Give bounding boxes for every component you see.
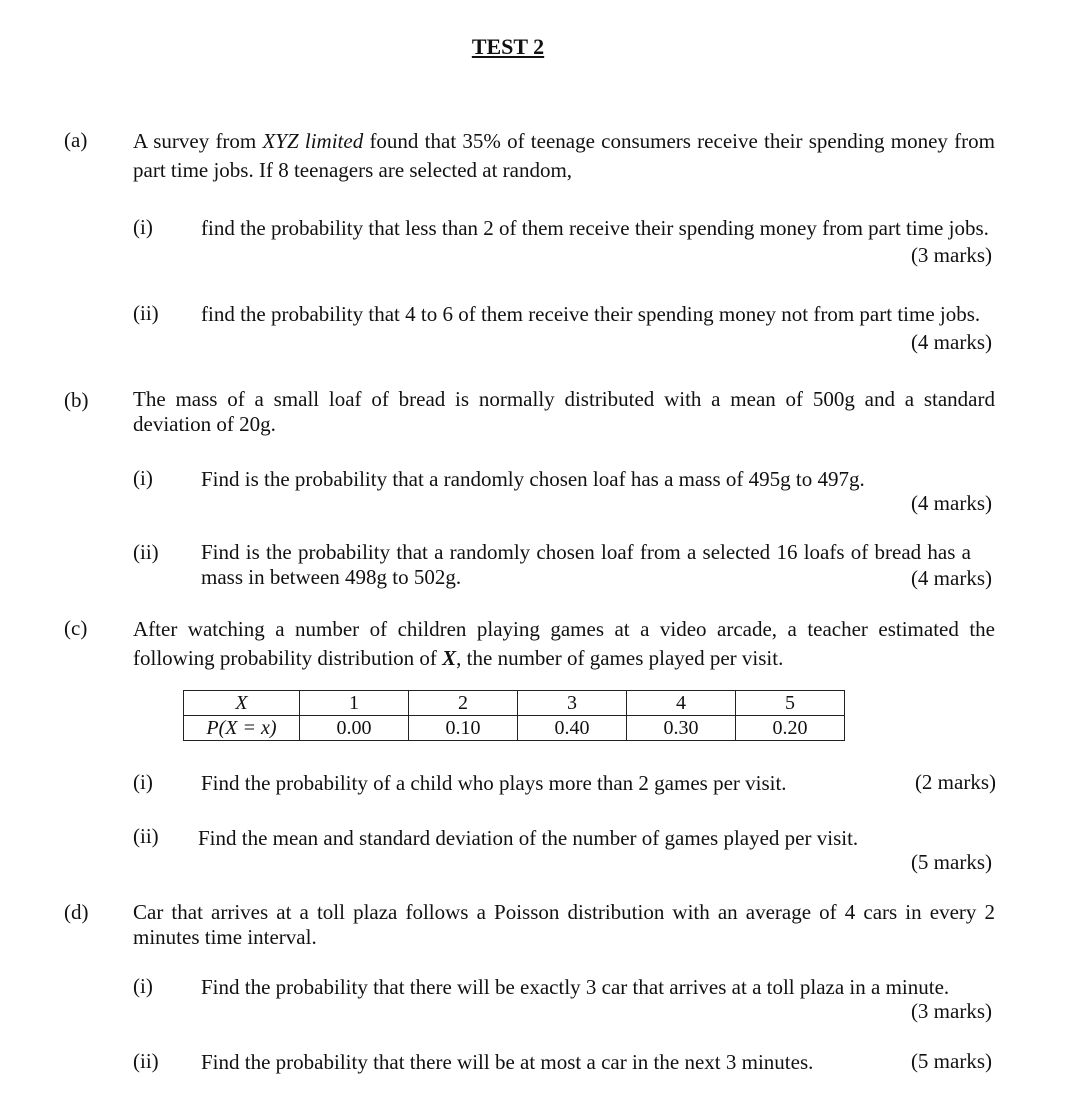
question-a-label: (a) <box>64 128 88 152</box>
table-cell: 0.00 <box>300 716 409 741</box>
question-d-text: Car that arrives at a toll plaza follows a Poisson distribution with an average of 4 cars in every 2 minutes time interval. <box>133 900 995 949</box>
question-c-label: (c) <box>64 616 88 640</box>
question-a-ii-label: (ii) <box>133 301 159 325</box>
table-cell: 0.20 <box>736 716 845 741</box>
page-title: TEST 2 <box>471 34 545 59</box>
table-cell: 4 <box>627 691 736 716</box>
question-d-i-label: (i) <box>133 974 153 998</box>
table-cell: 0.40 <box>518 716 627 741</box>
question-c-i-label: (i) <box>133 770 153 794</box>
table-cell: 1 <box>300 691 409 716</box>
question-d-ii-text: Find the probability that there will be at most a car in the next 3 minutes. <box>201 1050 814 1074</box>
question-b-i-label: (i) <box>133 466 153 490</box>
table-header-x: X <box>184 691 300 716</box>
question-b-ii-label: (ii) <box>133 540 159 564</box>
question-d-ii-marks: (5 marks) <box>910 1049 992 1073</box>
question-d-label: (d) <box>64 900 89 924</box>
question-c-i-marks: (2 marks) <box>914 770 996 794</box>
question-a-ii-marks: (4 marks) <box>910 330 992 354</box>
question-c-ii-marks: (5 marks) <box>910 850 992 874</box>
table-cell: 5 <box>736 691 845 716</box>
question-a-i-text: find the probability that less than 2 of them receive their spending money from part time jobs. <box>201 216 989 240</box>
question-a-i-label: (i) <box>133 215 153 239</box>
probability-distribution-table <box>183 690 845 741</box>
table-cell: 3 <box>518 691 627 716</box>
question-a-i-marks: (3 marks) <box>910 243 992 267</box>
question-d-i-text: Find the probability that there will be exactly 3 car that arrives at a toll plaza in a minute. <box>201 975 950 999</box>
question-b-i-marks: (4 marks) <box>910 491 992 515</box>
table-header-p: P(X = x) <box>184 716 300 741</box>
question-d-ii-label: (ii) <box>133 1049 159 1073</box>
question-c-i-text: Find the probability of a child who plays more than 2 games per visit. <box>201 771 787 795</box>
table-cell: 0.10 <box>409 716 518 741</box>
question-d-i-marks: (3 marks) <box>910 999 992 1023</box>
question-c-ii-label: (ii) <box>133 824 159 848</box>
table-row-p <box>184 716 845 741</box>
table-row-x <box>184 691 845 716</box>
question-a-ii-text: find the probability that 4 to 6 of them receive their spending money not from part time jobs. <box>201 302 981 326</box>
table-cell: 2 <box>409 691 518 716</box>
question-b-text: The mass of a small loaf of bread is normally distributed with a mean of 500g and a standard deviation of 20g. <box>133 387 995 436</box>
table-cell: 0.30 <box>627 716 736 741</box>
variable-x: X <box>442 646 457 670</box>
question-b-i-text: Find is the probability that a randomly chosen loaf has a mass of 495g to 497g. <box>201 467 865 491</box>
question-c-text: After watching a number of children playing games at a video arcade, a teacher estimated the following probability distribution of X, the number of games played per visit. <box>133 617 995 670</box>
question-b-ii-marks: (4 marks) <box>910 566 992 590</box>
question-a-text: A survey from XYZ limited found that 35% of teenage consumers receive their spending money from part time jobs. If 8 teenagers are selected at random, <box>133 129 995 182</box>
question-b-ii-text: Find is the probability that a randomly chosen loaf from a selected 16 loafs of bread has a mass in between 498g to 502g. <box>201 540 971 589</box>
question-b-label: (b) <box>64 388 89 412</box>
company-name: XYZ limited <box>262 129 364 153</box>
question-c-ii-text: Find the mean and standard deviation of the number of games played per visit. <box>198 826 859 850</box>
